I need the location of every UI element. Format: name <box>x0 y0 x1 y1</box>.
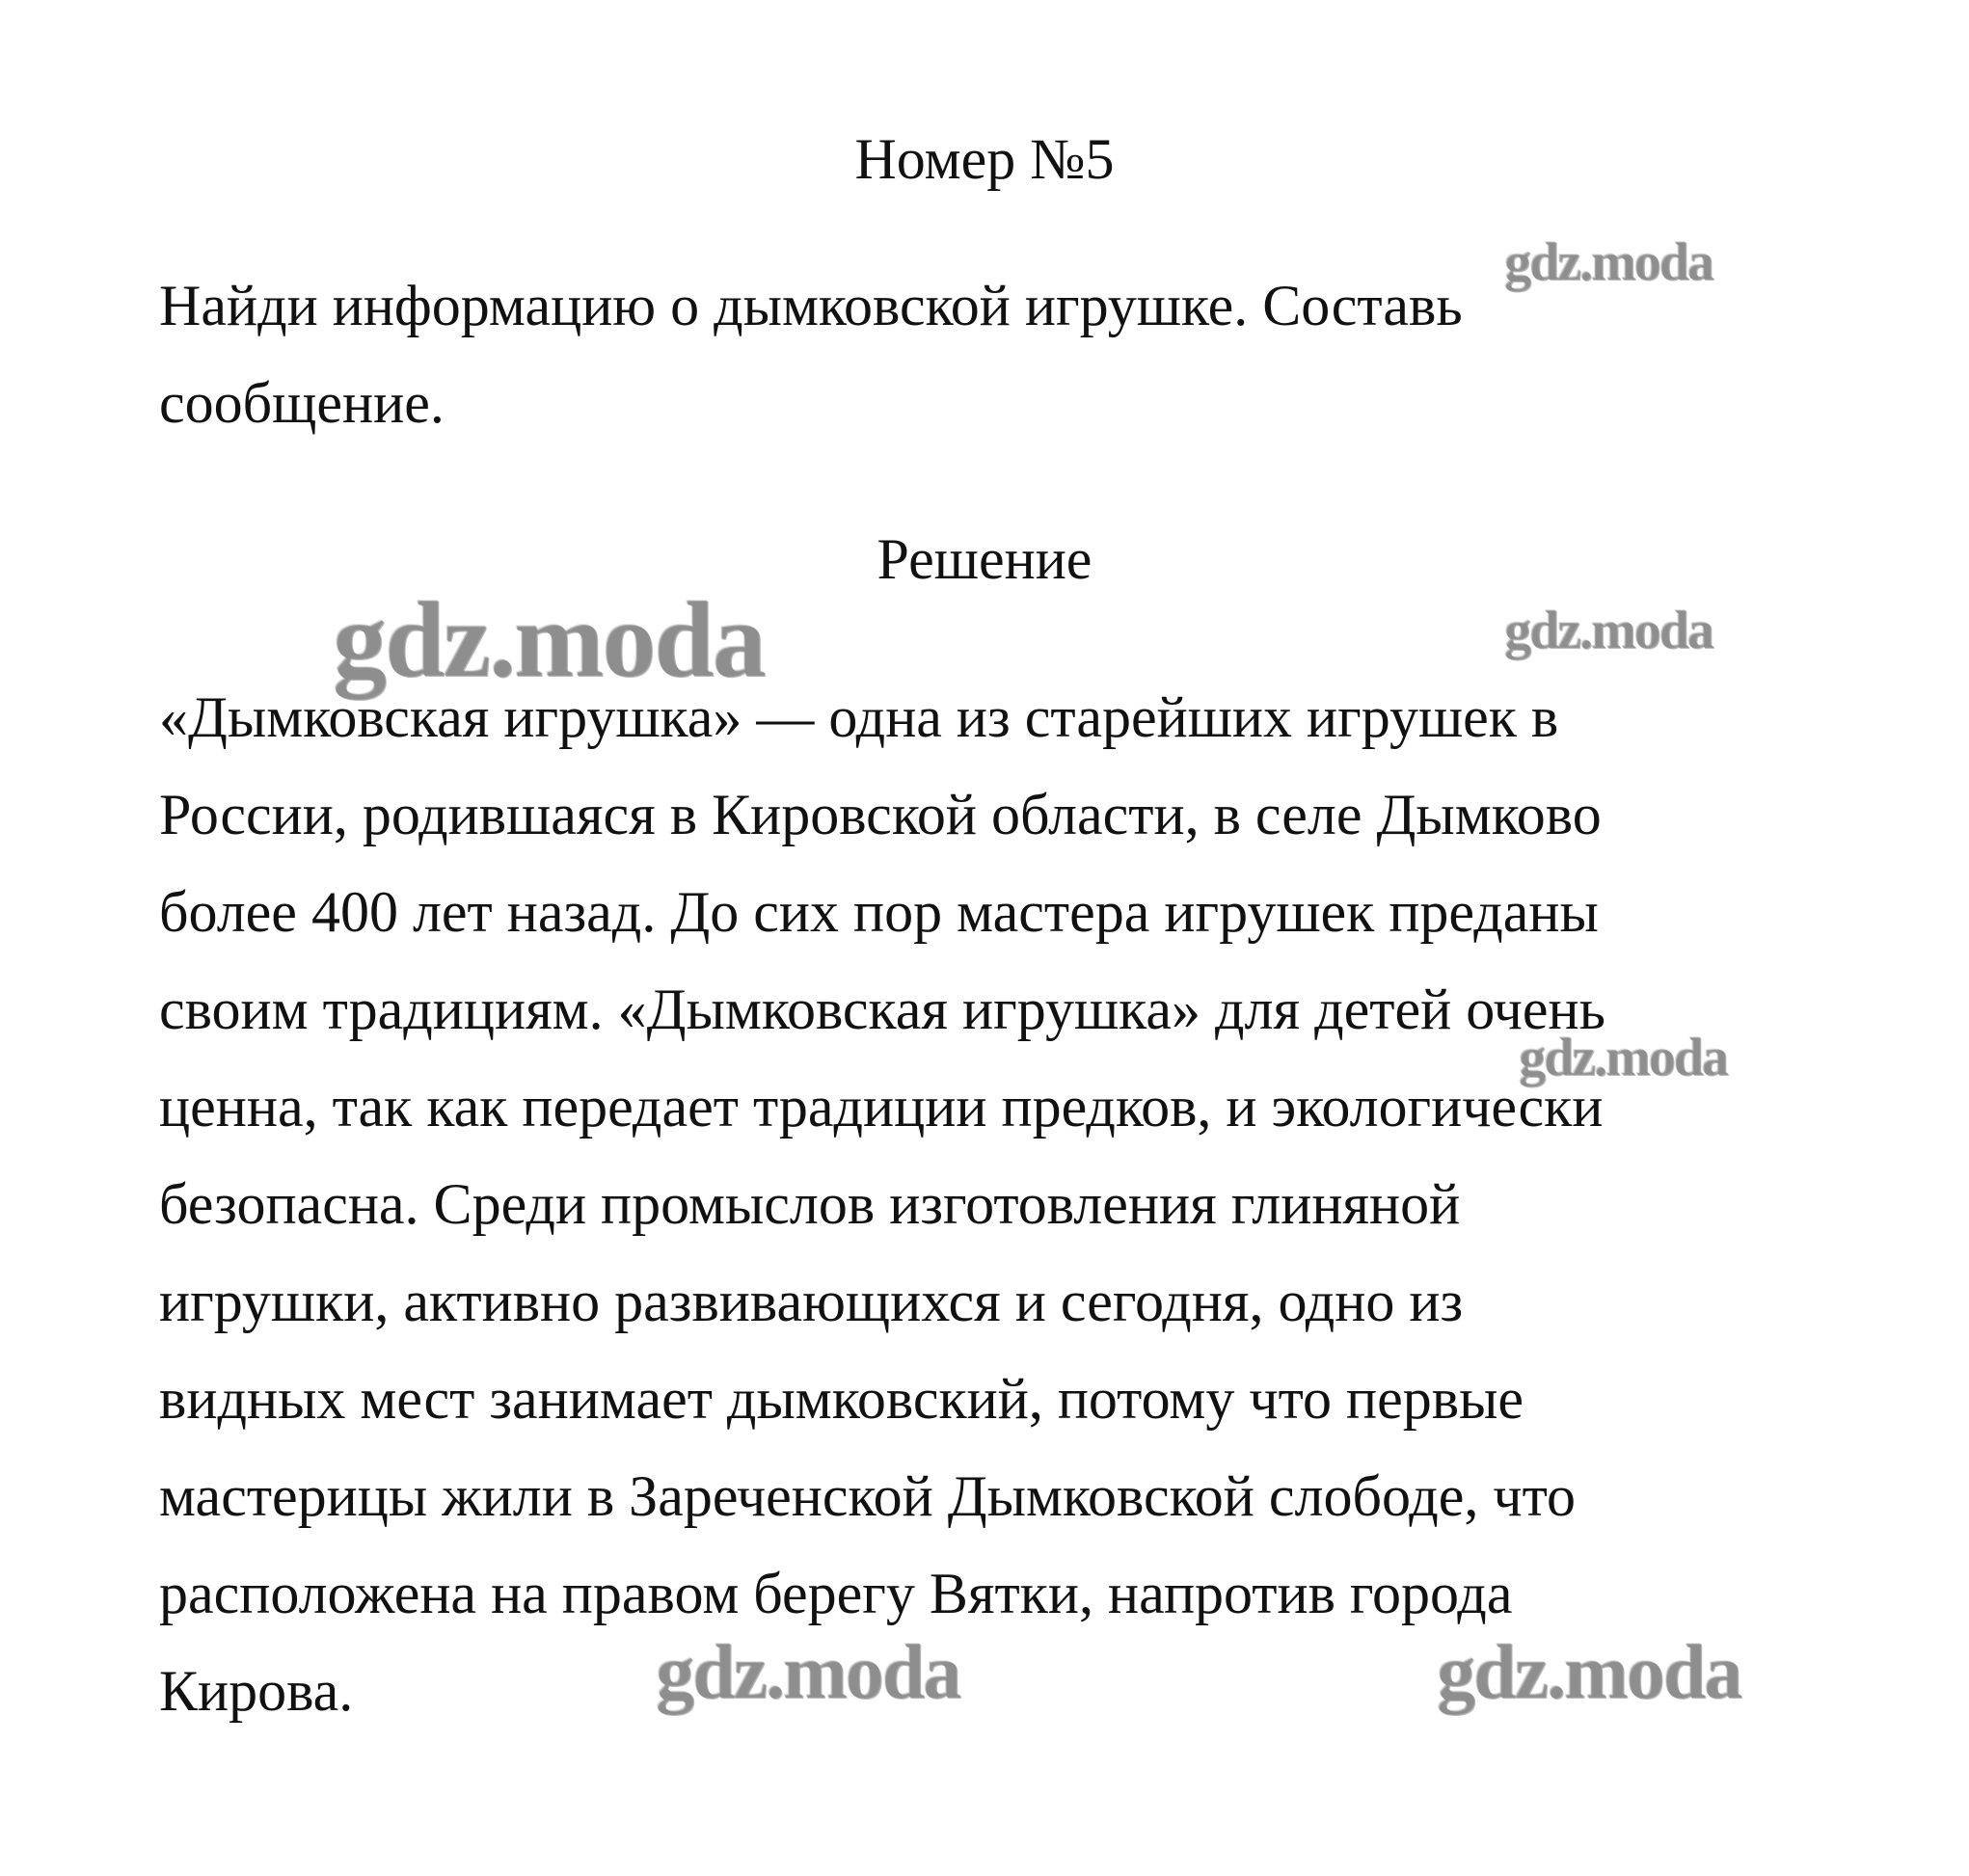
page-title: Номер №5 <box>854 127 1115 191</box>
answer-line: расположена на правом берегу Вятки, напротив города <box>159 1562 1513 1625</box>
task-line: сообщение. <box>159 371 445 435</box>
watermark: gdz.moda <box>1504 232 1713 292</box>
answer-line: безопасна. Среди промыслов изготовления глиняной <box>159 1172 1461 1236</box>
answer-line: «Дымковская игрушка» — одна из старейших игрушек в <box>159 685 1559 749</box>
answer-line: видных мест занимает дымковский, потому что первые <box>159 1367 1524 1431</box>
answer-line: России, родившаяся в Кировской области, в селе Дымково <box>159 783 1602 846</box>
answer-line: ценна, так как передает традиции предков, и экологически <box>159 1075 1604 1139</box>
answer-line: мастерицы жили в Зареченской Дымковской слободе, что <box>159 1464 1577 1528</box>
watermark: gdz.moda <box>1504 601 1713 660</box>
answer-line: Кирова. <box>159 1659 354 1723</box>
solution-heading: Решение <box>877 527 1092 591</box>
watermark: gdz.moda <box>656 1630 960 1715</box>
watermark: gdz.moda <box>333 580 765 700</box>
task-line: Найди информацию о дымковской игрушке. Составь <box>159 274 1463 337</box>
watermark: gdz.moda <box>1437 1630 1741 1715</box>
watermark: gdz.moda <box>1519 1028 1727 1087</box>
answer-line: своим традициям. «Дымковская игрушка» для детей очень <box>159 978 1605 1041</box>
answer-line: игрушки, активно развивающихся и сегодня, одно из <box>159 1270 1464 1333</box>
answer-text <box>159 669 1827 1740</box>
answer-line: более 400 лет назад. До сих пор мастера игрушек преданы <box>159 880 1599 944</box>
